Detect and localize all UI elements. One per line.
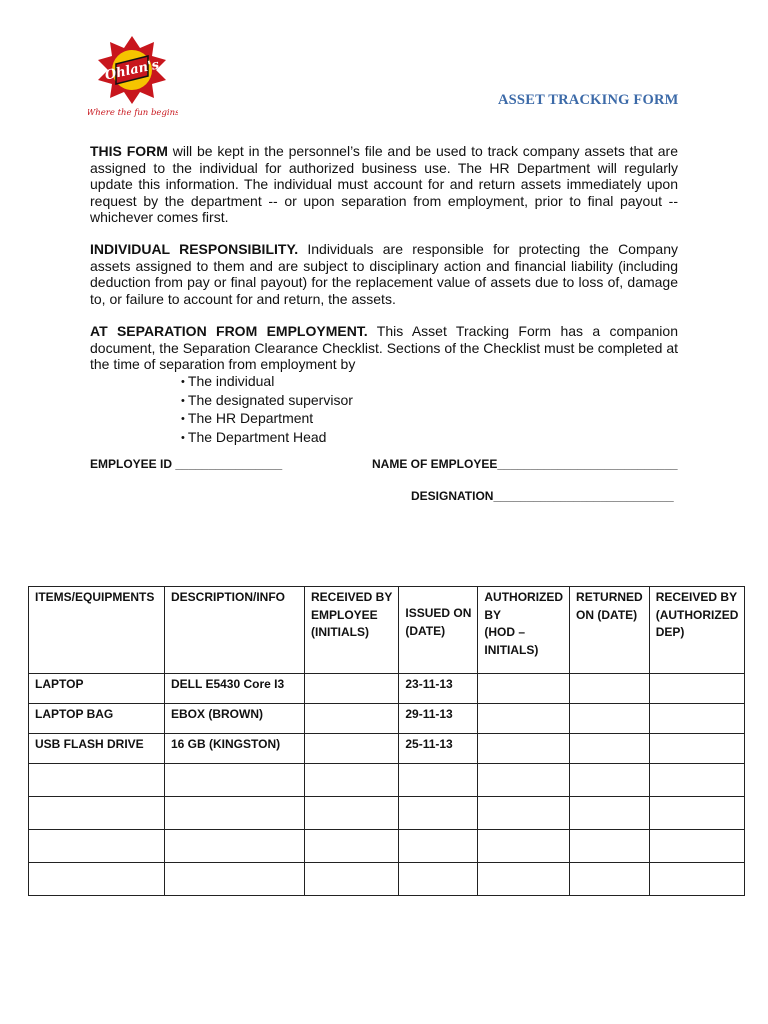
list-item: • The HR Department [181,410,353,429]
table-cell[interactable] [478,734,570,764]
logo-brand-text: Ohlan's [103,57,161,84]
table-cell[interactable] [29,830,165,863]
table-cell[interactable] [29,797,165,830]
table-row [29,764,745,797]
table-cell: DELL E5430 Core I3 [165,674,305,704]
employee-id-field[interactable]: EMPLOYEE ID ________________ [90,457,283,471]
header-returned-on: RETURNED ON (DATE) [570,587,650,674]
table-cell[interactable] [570,797,650,830]
separation-heading: AT SEPARATION FROM EMPLOYMENT. [90,323,368,339]
table-cell: 23-11-13 [399,674,478,704]
table-cell[interactable] [649,830,745,863]
page-title: ASSET TRACKING FORM [498,92,679,108]
designation-field[interactable]: DESIGNATION___________________________ [411,489,674,503]
table-cell[interactable] [305,734,399,764]
table-cell: 16 GB (KINGSTON) [165,734,305,764]
table-cell[interactable] [165,830,305,863]
table-cell[interactable] [570,830,650,863]
table-cell: 29-11-13 [399,704,478,734]
list-item: • The designated supervisor [181,392,353,411]
header-items: ITEMS/EQUIPMENTS [29,587,165,674]
table-cell[interactable] [570,674,650,704]
table-cell: 25-11-13 [399,734,478,764]
table-cell[interactable] [399,830,478,863]
table-cell: LAPTOP BAG [29,704,165,734]
responsibility-paragraph [90,241,678,307]
asset-table [28,586,745,896]
table-cell[interactable] [649,797,745,830]
table-header-row [29,587,745,674]
table-cell[interactable] [29,863,165,896]
table-row [29,863,745,896]
header-description: DESCRIPTION/INFO [165,587,305,674]
table-cell: USB FLASH DRIVE [29,734,165,764]
header-received-by-dep: RECEIVED BY (AUTHORIZED DEP) [649,587,745,674]
separation-body: This Asset Tracking Form has a companion document, the Separation Clearance Checklist. Sections of the Checklist must be completed at the time of separation from employment by [90,323,678,372]
table-cell[interactable] [649,764,745,797]
table-cell[interactable] [478,863,570,896]
table-cell: LAPTOP [29,674,165,704]
table-cell[interactable] [478,797,570,830]
logo-tagline: Where the fun begins [88,108,178,118]
table-cell[interactable] [399,863,478,896]
table-cell[interactable] [165,764,305,797]
list-item: • The individual [181,373,353,392]
employee-name-field[interactable]: NAME OF EMPLOYEE___________________________ [372,457,678,471]
table-cell: EBOX (BROWN) [165,704,305,734]
responsibility-body: Individuals are responsible for protecting the Company assets assigned to them and are subject to disciplinary action and financial liability (including deduction from pay or final payout) for the replacement value of assets due to loss of, damage to, or failure to account for and return, the assets. [90,241,678,307]
header-issued-on: ISSUED ON (DATE) [399,587,478,674]
logo-mark-icon [88,30,178,122]
table-cell[interactable] [165,797,305,830]
table-row [29,674,745,704]
responsibility-heading: INDIVIDUAL RESPONSIBILITY. [90,241,299,257]
header-authorized-by: AUTHORIZED BY (HOD – INITIALS) [478,587,570,674]
table-cell[interactable] [570,863,650,896]
header-received-by-employee: RECEIVED BY EMPLOYEE (INITIALS) [305,587,399,674]
table-cell[interactable] [29,764,165,797]
list-item: • The Department Head [181,429,353,448]
company-logo [88,30,178,122]
table-cell[interactable] [570,704,650,734]
table-cell[interactable] [399,797,478,830]
table-cell[interactable] [478,674,570,704]
table-cell[interactable] [649,704,745,734]
table-cell[interactable] [165,863,305,896]
table-cell[interactable] [305,704,399,734]
table-cell[interactable] [649,863,745,896]
table-cell[interactable] [305,674,399,704]
table-cell[interactable] [478,830,570,863]
table-cell[interactable] [570,734,650,764]
table-cell[interactable] [649,674,745,704]
table-row [29,734,745,764]
this-form-body: will be kept in the personnel’s file and be used to track company assets that are assigned to the individual for authorized business use. The HR Department will regularly update this information. The individual must account for and return assets immediately upon request by the department -- or upon separation from employment, prior to final payout -- whichever comes first. [90,143,679,225]
table-cell[interactable] [305,863,399,896]
table-cell[interactable] [649,734,745,764]
table-cell[interactable] [305,830,399,863]
table-row [29,830,745,863]
table-cell[interactable] [478,704,570,734]
table-cell[interactable] [478,764,570,797]
table-row [29,797,745,830]
this-form-paragraph [90,143,678,226]
this-form-heading: THIS FORM [90,143,168,159]
separation-list [181,373,353,447]
table-cell[interactable] [399,764,478,797]
table-cell[interactable] [570,764,650,797]
separation-paragraph [90,323,678,373]
table-row [29,704,745,734]
table-cell[interactable] [305,764,399,797]
table-cell[interactable] [305,797,399,830]
